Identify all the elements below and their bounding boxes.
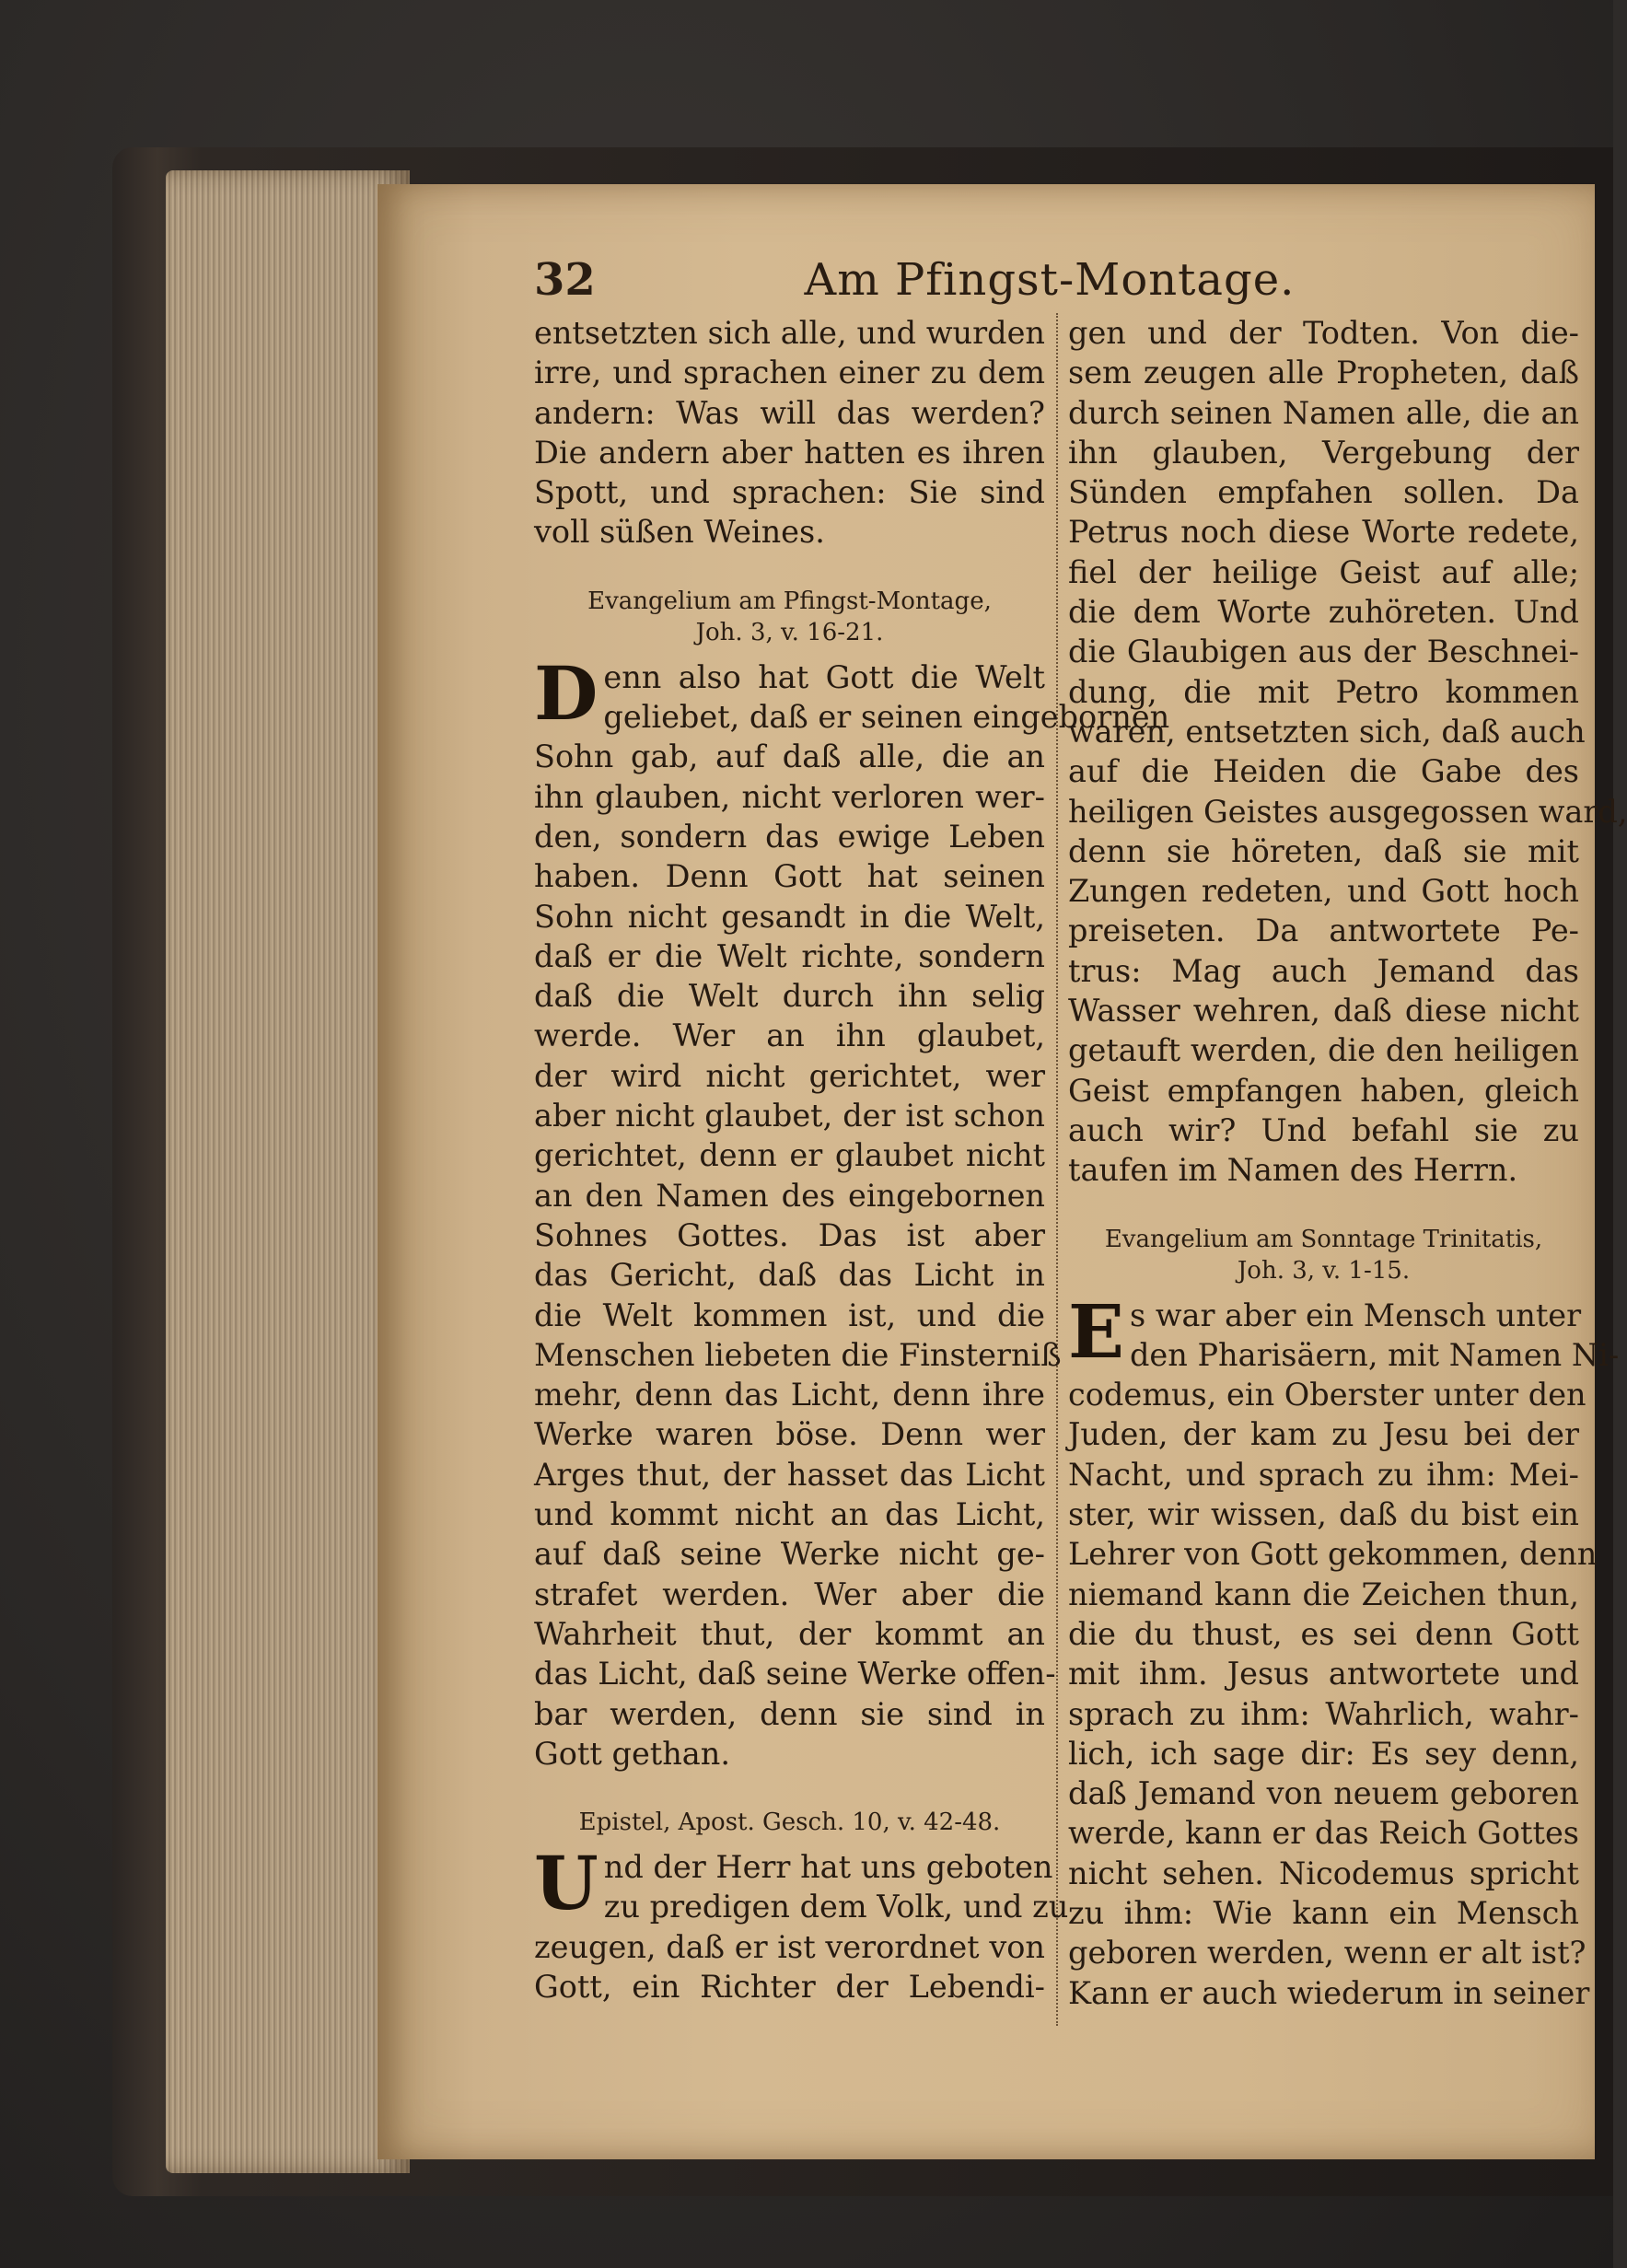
text-line: entsetzten sich alle, und wurden [534, 315, 1045, 351]
text-line: Sohnes Gottes. Das ist aber [534, 1216, 1045, 1253]
text-line: trus: Mag auch Jemand das [1068, 952, 1579, 989]
text-line: die Glaubigen aus der Beschnei- [1068, 634, 1579, 670]
text-line: werde. Wer an ihn glaubet, [534, 1018, 1045, 1054]
text-line: Sohn nicht gesandt in die Welt, [534, 898, 1045, 935]
text-line: voll süßen Weines. [534, 514, 825, 551]
text-line: andern: Was will das werden? [534, 394, 1045, 431]
text-line: auf die Heiden die Gabe des [1068, 753, 1579, 790]
text-line: sprach zu ihm: Wahrlich, wahr- [1068, 1695, 1579, 1732]
text-line: ster, wir wissen, daß du bist ein [1068, 1496, 1579, 1533]
text-line: daß die Welt durch ihn selig [534, 978, 1045, 1015]
text-line: Die andern aber hatten es ihren [534, 434, 1045, 471]
text-line: zu ihm: Wie kann ein Mensch [1068, 1894, 1579, 1931]
text-line: lich, ich sage dir: Es sey denn, [1068, 1735, 1579, 1772]
text-line: Wasser wehren, daß diese nicht [1068, 993, 1579, 1029]
text-line: nd der Herr hat uns geboten [603, 1849, 1053, 1886]
text-line: dung, die mit Petro kommen [1068, 673, 1579, 710]
text-line: Werke waren böse. Denn wer [534, 1416, 1045, 1453]
drop-cap: E [1068, 1287, 1124, 1375]
text-line: daß er die Welt richte, sondern [534, 937, 1045, 974]
text-line: strafet werden. Wer aber die [534, 1576, 1045, 1612]
text-line: enn also hat Gott die Welt [603, 658, 1045, 695]
text-line: geboren werden, wenn er alt ist? [1068, 1935, 1586, 1971]
section-heading: Evangelium am Sonntage Trinitatis, [1104, 1225, 1543, 1253]
page-edges [166, 170, 410, 2173]
text-line: mehr, denn das Licht, denn ihre [534, 1377, 1045, 1413]
drop-cap: D [534, 649, 599, 737]
text-line: heiligen Geistes ausgegossen ward, [1068, 793, 1627, 830]
text-line: auch wir? Und befahl sie zu [1068, 1111, 1579, 1148]
text-line: Lehrer von Gott gekommen, denn [1068, 1536, 1598, 1573]
text-line: Juden, der kam zu Jesu bei der [1068, 1416, 1579, 1453]
text-line: denn sie höreten, daß sie mit [1068, 832, 1579, 869]
text-line: durch seinen Namen alle, die an [1068, 394, 1579, 431]
text-line: haben. Denn Gott hat seinen [534, 858, 1045, 895]
section-reference: Joh. 3, v. 16-21. [695, 618, 884, 646]
text-line: Wahrheit thut, der kommt an [534, 1615, 1045, 1652]
text-line: Menschen liebeten die Finsterniß [534, 1336, 1062, 1373]
text-line: die dem Worte zuhöreten. Und [1068, 594, 1579, 631]
text-line: aber nicht glaubet, der ist schon [534, 1098, 1045, 1134]
text-line: und kommt nicht an das Licht, [534, 1496, 1045, 1533]
text-line: taufen im Namen des Herrn. [1068, 1152, 1518, 1189]
text-line: die Welt kommen ist, und die [534, 1297, 1045, 1333]
right-continuation [1068, 313, 1627, 1191]
text-line: fiel der heilige Geist auf alle; [1068, 553, 1579, 590]
section-epistle [534, 1807, 1069, 2006]
text-line: daß Jemand von neuem geboren [1068, 1775, 1579, 1812]
text-line: Kann er auch wiederum in seiner [1068, 1974, 1590, 2011]
text-line: ihn glauben, Vergebung der [1068, 434, 1579, 471]
text-line: Gott, ein Richter der Lebendi- [534, 1968, 1045, 2005]
text-line: zu predigen dem Volk, und zu [603, 1889, 1069, 1925]
text-line: gerichtet, denn er glaubet nicht [534, 1137, 1045, 1174]
text-line: Zungen redeten, und Gott hoch [1068, 873, 1579, 910]
text-line: Petrus noch diese Worte redete, [1068, 514, 1579, 551]
text-line: Spott, und sprachen: Sie sind [534, 474, 1045, 511]
text-line: das Gericht, daß das Licht in [534, 1257, 1045, 1294]
text-line: Sünden empfahen sollen. Da [1068, 474, 1579, 511]
text-line: niemand kann die Zeichen thun, [1068, 1576, 1579, 1612]
text-line: auf daß seine Werke nicht ge- [534, 1536, 1045, 1573]
text-line: Gott gethan. [534, 1735, 731, 1772]
section-reference: Joh. 3, v. 1-15. [1237, 1256, 1411, 1285]
text-line: codemus, ein Oberster unter den [1068, 1377, 1586, 1413]
left-continuation [534, 313, 1045, 552]
text-line: Nacht, und sprach zu ihm: Mei- [1068, 1456, 1579, 1493]
book-page [378, 184, 1627, 2159]
text-line: der wird nicht gerichtet, wer [534, 1057, 1045, 1094]
text-line: ihn glauben, nicht verloren wer- [534, 778, 1045, 815]
text-line: die du thust, es sei denn Gott [1068, 1615, 1579, 1652]
text-line: preiseten. Da antwortete Pe- [1068, 913, 1579, 949]
text-line: bar werden, denn sie sind in [534, 1695, 1045, 1732]
running-title: Am Pfingst-Montage. [804, 254, 1296, 306]
text-line: nicht sehen. Nicodemus spricht [1068, 1855, 1579, 1891]
text-line: sem zeugen alle Propheten, daß [1068, 355, 1579, 391]
right-column [1068, 313, 1627, 2013]
drop-cap: U [534, 1840, 599, 1927]
text-line: werde, kann er das Reich Gottes [1068, 1815, 1579, 1852]
text-line: Sohn gab, auf daß alle, die an [534, 739, 1045, 775]
text-line: waren, entsetzten sich, daß auch [1068, 713, 1586, 750]
section-heading: Evangelium am Pfingst-Montage, [587, 587, 992, 615]
text-line: an den Namen des eingebornen [534, 1177, 1045, 1214]
column-divider [1056, 313, 1058, 2026]
page-number: 32 [534, 254, 596, 306]
text-line: mit ihm. Jesus antwortete und [1068, 1656, 1579, 1692]
text-line: zeugen, daß er ist verordnet von [534, 1928, 1045, 1965]
text-line: geliebet, daß er seinen eingebornen [603, 699, 1170, 736]
text-line: Geist empfangen haben, gleich [1068, 1072, 1579, 1109]
section-heading: Epistel, Apost. Gesch. 10, v. 42-48. [578, 1809, 1001, 1837]
text-line: den Pharisäern, mit Namen Ni- [1129, 1336, 1620, 1373]
text-line: den, sondern das ewige Leben [534, 818, 1045, 855]
left-column [534, 313, 1170, 2006]
section-gospel-trinity [1068, 1224, 1620, 2013]
text-line: gen und der Todten. Von die- [1068, 315, 1579, 351]
text-line: Arges thut, der hasset das Licht [534, 1456, 1045, 1493]
section-gospel-pentecost-monday [534, 586, 1170, 1774]
text-line: s war aber ein Mensch unter [1129, 1297, 1582, 1333]
text-line: getauft werden, die den heiligen [1068, 1032, 1579, 1069]
text-line: irre, und sprachen einer zu dem [534, 355, 1045, 391]
text-line: das Licht, daß seine Werke offen- [534, 1656, 1056, 1692]
